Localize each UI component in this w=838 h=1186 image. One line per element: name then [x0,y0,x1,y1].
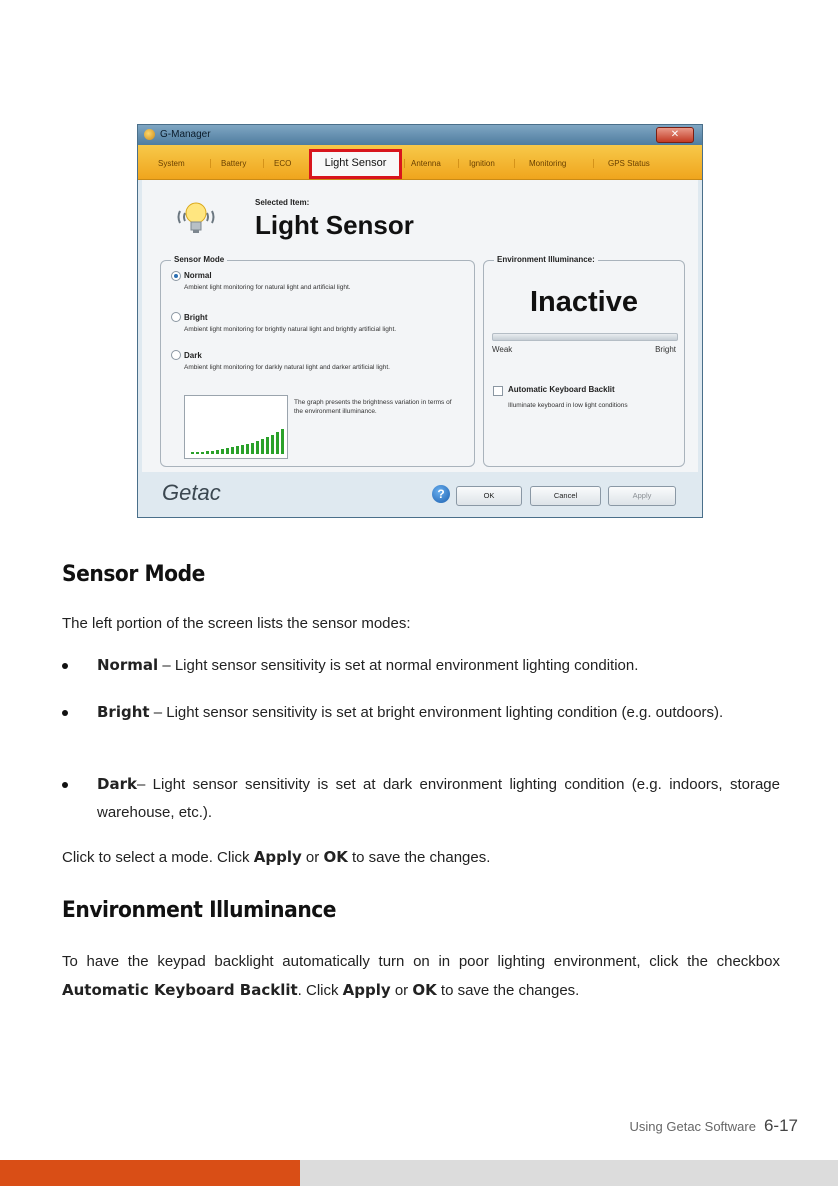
graph-bar [266,437,269,454]
env-mid: . Click [297,982,343,999]
sensor-mode-heading: Sensor Mode [62,562,205,587]
tab-monitoring[interactable]: Monitoring [514,159,566,168]
light-bulb-icon [176,197,216,237]
environment-legend: Environment Illuminance: [494,255,598,264]
environment-illuminance-heading: Environment Illuminance [62,898,337,923]
click-instruction [62,843,780,872]
window-footer [142,477,698,511]
graph-bar [281,429,284,454]
window-title: G-Manager [160,129,211,140]
graph-bar [231,447,234,454]
tab-eco[interactable]: ECO [263,159,291,168]
help-icon[interactable]: ? [432,485,450,503]
g-manager-window [137,124,703,518]
tab-strip [138,145,702,180]
page-number: 6-17 [763,1116,798,1135]
env-or: or [390,982,413,999]
dark-radio[interactable] [171,350,181,360]
tab-system[interactable]: System [158,159,185,168]
graph-bar [246,444,249,454]
graph-bar [221,449,224,454]
graph-bar [216,450,219,454]
bullet-bright [62,698,780,727]
tab-gps-status[interactable]: GPS Status [593,159,650,168]
graph-bar [236,446,239,454]
weak-label: Weak [492,345,513,354]
graph-bar [261,439,264,454]
click-post: to save the changes. [347,849,491,866]
footer-accent-bar [0,1160,300,1186]
click-mid: or [301,849,324,866]
sensor-mode-intro: The left portion of the screen lists the sensor modes: [62,615,411,632]
ok-term: OK [323,848,348,866]
graph-bar [226,448,229,454]
graph-bar [256,441,259,454]
env-post: to save the changes. [436,982,580,999]
dark-option-desc: Ambient light monitoring for darkly natural light and darker artificial light. [184,364,390,371]
cancel-button[interactable]: Cancel [530,486,601,506]
ok-button[interactable]: OK [456,486,522,506]
bright-option-desc: Ambient light monitoring for brightly natural light and brightly artificial light. [184,326,397,333]
dark-option-label: Dark [184,351,202,360]
apply-button[interactable]: Apply [608,486,676,506]
apply-term: Apply [253,848,302,866]
bullet-dot [62,782,68,788]
bullet-text: – Light sensor sensitivity is set at bright environment lighting condition (e.g. outdoors). [149,704,724,721]
bullet-dot [62,663,68,669]
app-icon [144,129,155,140]
ok-term: OK [412,981,437,999]
tab-battery[interactable]: Battery [210,159,246,168]
graph-bar [271,435,274,454]
illuminance-meter [492,333,678,341]
env-pre: To have the keypad backlight automatically turn on in poor lighting environment, click the checkbox [62,953,780,970]
page-footer [630,1116,798,1136]
bullet-term: Normal [97,656,159,674]
keyboard-backlit-desc: Illuminate keyboard in low light conditions [508,402,628,409]
tab-antenna[interactable]: Antenna [404,159,441,168]
light-sensor-panel [142,180,698,472]
graph-bar [191,452,194,454]
tab-light-sensor[interactable]: Light Sensor [309,149,402,179]
bullet-dot [62,710,68,716]
graph-bar [206,451,209,454]
close-button[interactable]: ✕ [656,127,694,143]
tab-ignition[interactable]: Ignition [458,159,495,168]
normal-option-desc: Ambient light monitoring for natural light and artificial light. [184,284,351,291]
bullet-text: – Light sensor sensitivity is set at normal environment lighting condition. [158,657,639,674]
graph-bar [211,451,214,454]
bright-option-label: Bright [184,313,208,322]
keyboard-backlit-label: Automatic Keyboard Backlit [508,385,615,394]
graph-bar [276,432,279,454]
graph-bar [196,452,199,454]
backlit-term: Automatic Keyboard Backlit [62,981,298,999]
graph-bar [241,445,244,454]
getac-logo: Getac [162,480,221,505]
graph-bar [201,452,204,454]
graph-note: The graph presents the brightness variation in terms of the environment illuminance. [294,399,452,415]
apply-term: Apply [342,981,391,999]
bullet-normal [62,651,780,680]
sensor-mode-group [160,255,475,467]
bright-label: Bright [655,345,676,354]
click-pre: Click to select a mode. Click [62,849,254,866]
title-bar [138,125,702,145]
footer-grey-bar [300,1160,838,1186]
environment-paragraph [62,948,780,1005]
selected-item-label: Selected Item: [255,198,310,207]
sensor-mode-legend: Sensor Mode [171,255,227,264]
bullet-term: Dark [97,775,137,793]
normal-radio[interactable] [171,271,181,281]
environment-illuminance-group [483,255,685,467]
bright-radio[interactable] [171,312,181,322]
page-footer-label: Using Getac Software [629,1119,756,1134]
normal-option-label: Normal [184,271,212,280]
bullet-dark [62,770,780,827]
bullet-term: Bright [97,703,150,721]
brightness-graph [184,395,288,459]
keyboard-backlit-checkbox[interactable] [493,386,503,396]
selected-item-title: Light Sensor [255,210,414,240]
illuminance-status: Inactive [530,286,638,318]
bullet-text: – Light sensor sensitivity is set at dark environment lighting condition (e.g. indoors, storage warehouse, etc.). [97,776,780,821]
graph-bar [251,443,254,454]
